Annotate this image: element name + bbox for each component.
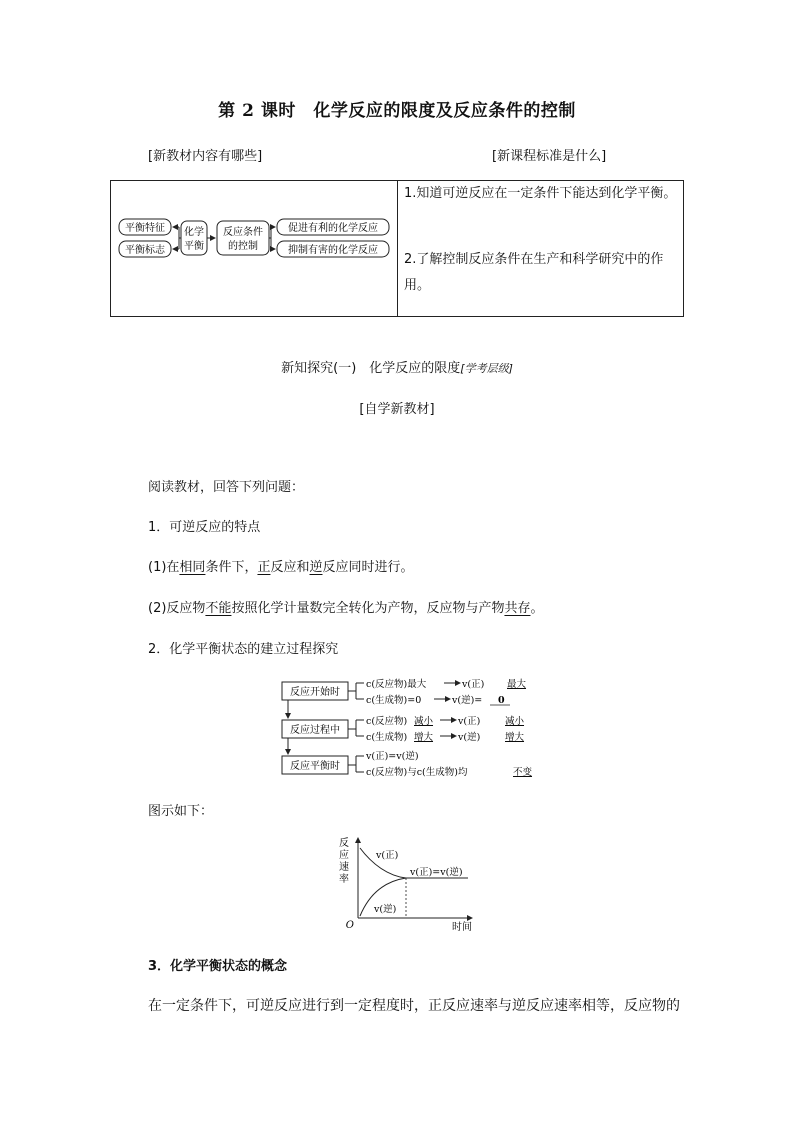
objective-1: 1.知道可逆反应在一定条件下能达到化学平衡。 [404, 186, 677, 201]
p1-e: 反应和 [270, 560, 310, 575]
cm-left-bottom: 平衡标志 [125, 245, 165, 256]
p1-f: 逆 [309, 560, 323, 575]
paragraph-2 [148, 597, 543, 616]
flow-r2b: c(生成物) [366, 732, 408, 743]
cm-center-line2: 平衡 [184, 241, 204, 252]
p1-d: 正 [257, 560, 271, 575]
section-title-text: 新知探究(一) 化学反应的限度 [281, 361, 461, 376]
flow-r2a: c(反应物) [366, 716, 408, 727]
flow-r2a-ans2: 减小 [505, 716, 525, 727]
flow-r3b: c(反应物)与c(生成物)均 [366, 767, 468, 778]
cm-control-line1: 反应条件 [223, 227, 263, 238]
flow-r3b-ans: 不变 [513, 767, 533, 778]
diagram-caption: 图示如下： [148, 804, 214, 819]
flow-r1a: c(反应物)最大 [366, 679, 427, 690]
p2-b: 不能 [205, 601, 232, 616]
overview-table [110, 180, 684, 317]
flow-box-2-label: 反应过程中 [290, 725, 340, 736]
flow-r1b-ans: 0 [498, 695, 505, 706]
graph-xlabel: 时间 [452, 922, 472, 933]
graph-ylabel-3: 速 [339, 862, 349, 873]
objective-2: 2.了解控制反应条件在生产和科学研究中的作用。 [404, 252, 664, 293]
flow-r1a-ans: 最大 [507, 679, 527, 690]
p1-g: 反应同时进行。 [322, 560, 414, 575]
page-title: 第 2 课时 化学反应的限度及反应条件的控制 [218, 101, 576, 121]
header-standard: [新课程标准是什么] [492, 149, 607, 164]
cm-control-line2: 的控制 [228, 241, 258, 252]
p2-e: 。 [530, 601, 544, 616]
graph-reverse-label: v(逆) [374, 904, 397, 915]
paragraph-3: 在一定条件下，可逆反应进行到一定程度时，正反应速率与逆反应速率相等，反应物的 [148, 998, 680, 1014]
p1-c: 条件下， [205, 560, 258, 575]
graph-ylabel-1: 反 [339, 838, 349, 849]
heading-1: 1．可逆反应的特点 [148, 520, 261, 535]
flow-r2b-ans1: 增大 [414, 732, 434, 743]
graph-ylabel-2: 应 [339, 850, 349, 861]
flow-r1b-arrow: v(逆)= [452, 695, 483, 706]
section-sub: [自学新教材] [359, 402, 435, 417]
graph-equal-label: v(正)=v(逆) [410, 867, 463, 878]
flow-r2b-arrow: v(逆) [458, 732, 481, 743]
table-divider [397, 181, 398, 316]
flow-r1a-arrow: v(正) [462, 679, 485, 690]
graph-origin: O [345, 920, 354, 931]
cm-right-bottom: 抑制有害的化学反应 [288, 245, 378, 256]
flow-box-1-label: 反应开始时 [290, 687, 340, 698]
rate-graph [330, 832, 480, 934]
intro-text: 阅读教材，回答下列问题： [148, 480, 305, 495]
cm-left-top: 平衡特征 [125, 223, 165, 234]
header-content: [新教材内容有哪些] [148, 149, 263, 164]
heading-2: 2．化学平衡状态的建立过程探究 [148, 642, 339, 657]
section-tag: [学考层级] [460, 362, 513, 375]
flow-r2b-ans2: 增大 [505, 732, 525, 743]
flow-r2a-arrow: v(正) [458, 716, 481, 727]
p2-a: (2)反应物 [148, 601, 206, 616]
p2-c: 按照化学计量数完全转化为产物，反应物与产物 [231, 601, 505, 616]
flow-r3a: v(正)=v(逆) [366, 751, 419, 762]
graph-forward-label: v(正) [376, 850, 399, 861]
section-title [0, 357, 794, 376]
concept-map [111, 181, 397, 316]
p1-b: 相同 [179, 560, 206, 575]
flow-r2a-ans1: 减小 [414, 716, 434, 727]
flow-diagram [276, 672, 546, 780]
cm-center-line1: 化学 [184, 227, 204, 238]
paragraph-1 [148, 556, 414, 575]
cm-right-top: 促进有利的化学反应 [288, 223, 378, 234]
flow-r1b: c(生成物)=0 [366, 695, 422, 706]
heading-3: 3．化学平衡状态的概念 [148, 959, 288, 974]
p1-a: (1)在 [148, 560, 180, 575]
graph-ylabel-4: 率 [339, 874, 349, 885]
p2-d: 共存 [504, 601, 531, 616]
flow-box-3-label: 反应平衡时 [290, 761, 340, 772]
